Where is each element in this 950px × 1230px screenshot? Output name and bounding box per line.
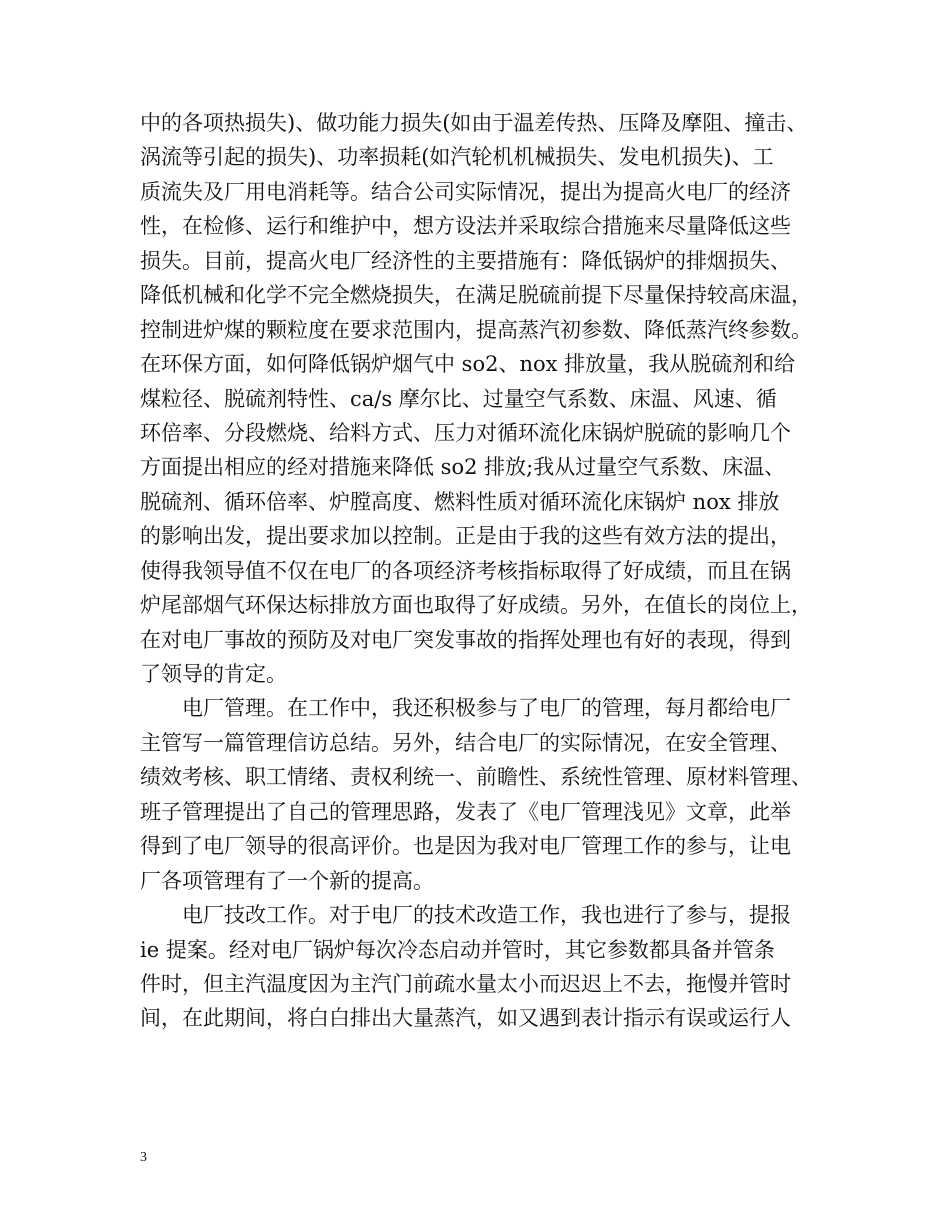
text-line: 绩效考核、职工情绪、责权利统一、前瞻性、系统性管理、原材料管理、 — [140, 765, 812, 790]
paragraph-first-line: 电厂管理。在工作中，我还积极参与了电厂的管理，每月都给电厂 — [182, 696, 791, 721]
text-line: 了领导的肯定。 — [140, 662, 287, 686]
text-line: 性，在检修、运行和维护中，想方设法并采取综合措施来尽量降低这些 — [140, 214, 791, 239]
text-line: 方面提出相应的经对措施来降低 so2 排放;我从过量空气系数、床温、 — [140, 455, 786, 480]
text-line: 降低机械和化学不完全燃烧损失，在满足脱硫前提下尽量保持较高床温， — [140, 283, 812, 308]
text-line: 厂各项管理有了一个新的提高。 — [140, 868, 434, 893]
text-line: 质流失及厂用电消耗等。结合公司实际情况，提出为提高火电厂的经济 — [140, 179, 791, 204]
text-line: 损失。目前，提高火电厂经济性的主要措施有：降低锅炉的排烟损失、 — [140, 248, 791, 273]
text-line: 控制进炉煤的颗粒度在要求范围内，提高蒸汽初参数、降低蒸汽终参数。 — [140, 317, 812, 342]
text-line: 的影响出发，提出要求加以控制。正是由于我的这些有效方法的提出， — [140, 524, 791, 549]
text-line: ie 提案。经对电厂锅炉每次冷态启动并管时，其它参数都具备并管条 — [140, 937, 775, 962]
body-text — [140, 106, 840, 1036]
text-line: 使得我领导值不仅在电厂的各项经济考核指标取得了好成绩，而且在锅 — [140, 558, 791, 583]
page-number: 3 — [140, 1150, 147, 1165]
text-line: 得到了电厂领导的很高评价。也是因为我对电厂管理工作的参与，让电 — [140, 834, 791, 859]
text-line: 中的各项热损失)、做功能力损失(如由于温差传热、压降及摩阻、撞击、 — [140, 111, 808, 135]
text-line: 在对电厂事故的预防及对电厂突发事故的指挥处理也有好的表现，得到 — [140, 627, 791, 652]
text-line: 煤粒径、脱硫剂特性、ca/s 摩尔比、过量空气系数、床温、风速、循 — [140, 386, 777, 411]
text-line: 脱硫剂、循环倍率、炉膛高度、燃料性质对循环流化床锅炉 nox 排放 — [140, 489, 780, 514]
text-line: 在环保方面，如何降低锅炉烟气中 so2、nox 排放量，我从脱硫剂和给 — [140, 352, 796, 377]
text-line: 炉尾部烟气环保达标排放方面也取得了好成绩。另外，在值长的岗位上， — [140, 593, 812, 618]
text-line: 环倍率、分段燃烧、给料方式、压力对循环流化床锅炉脱硫的影响几个 — [140, 420, 791, 445]
paragraph-first-line: 电厂技改工作。对于电厂的技术改造工作，我也进行了参与，提报 — [182, 903, 791, 928]
text-line: 件时，但主汽温度因为主汽门前疏水量太小而迟迟上不去，拖慢并管时 — [140, 971, 791, 996]
text-line: 主管写一篇管理信访总结。另外，结合电厂的实际情况，在安全管理、 — [140, 730, 791, 755]
text-line: 涡流等引起的损失)、功率损耗(如汽轮机机械损失、发电机损失)、工 — [140, 145, 774, 170]
text-line: 间，在此期间，将白白排出大量蒸汽，如又遇到表计指示有误或运行人 — [140, 1006, 791, 1031]
text-line: 班子管理提出了自己的管理思路，发表了《电厂管理浅见》文章，此举 — [140, 799, 791, 824]
